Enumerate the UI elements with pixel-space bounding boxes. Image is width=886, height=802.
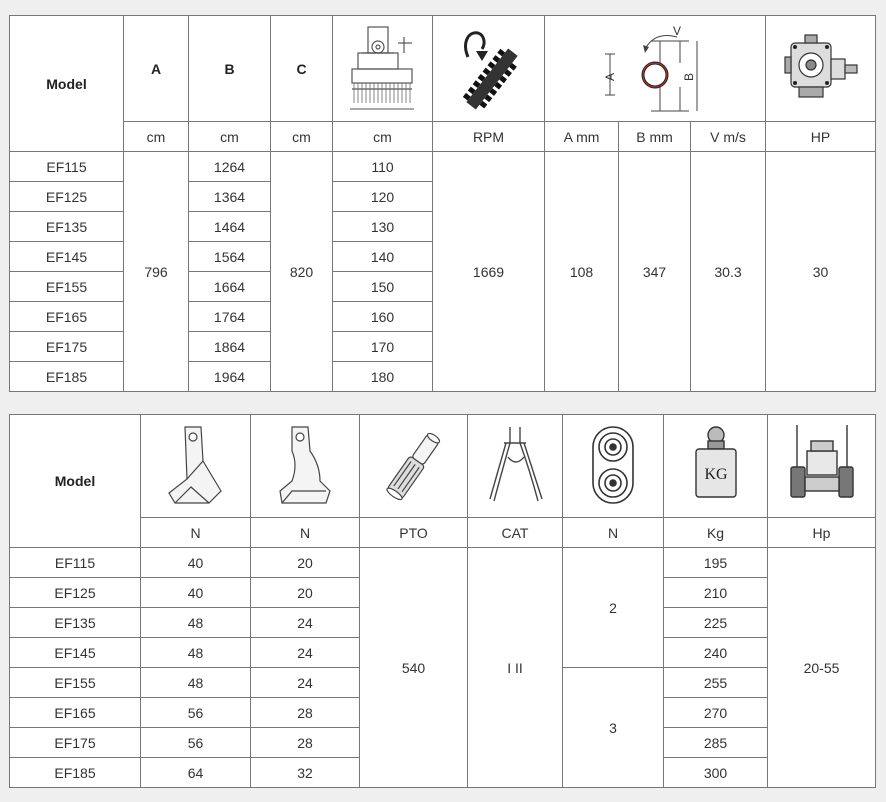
hitch-category-header bbox=[468, 415, 563, 518]
col-a-header: A bbox=[124, 16, 189, 122]
unit-cell: A mm bbox=[545, 122, 619, 152]
table-row bbox=[10, 152, 876, 182]
unit-cell: N bbox=[251, 518, 360, 548]
hammer-cell: 24 bbox=[251, 608, 360, 638]
hammer-blade-icon bbox=[270, 421, 340, 511]
weight-cell: 195 bbox=[664, 548, 768, 578]
model-cell: EF115 bbox=[10, 152, 124, 182]
b-mm-cell: 347 bbox=[619, 152, 691, 392]
model-cell: EF155 bbox=[10, 668, 141, 698]
hammer-cell: 24 bbox=[251, 668, 360, 698]
model-header: Model bbox=[10, 16, 124, 152]
hammer-cell: 28 bbox=[251, 728, 360, 758]
model-cell: EF175 bbox=[10, 332, 124, 362]
d-cell: 140 bbox=[333, 242, 433, 272]
belt-pulley-icon bbox=[583, 421, 643, 511]
weight-label: KG bbox=[703, 466, 728, 483]
hammer-cell: 24 bbox=[251, 638, 360, 668]
b-cell: 1764 bbox=[189, 302, 271, 332]
model-header: Model bbox=[10, 415, 141, 548]
b-cell: 1664 bbox=[189, 272, 271, 302]
unit-cell: Hp bbox=[768, 518, 876, 548]
hammer-cell: 28 bbox=[251, 698, 360, 728]
belt-count-header bbox=[563, 415, 664, 518]
model-cell: EF125 bbox=[10, 578, 141, 608]
rpm-cell: 1669 bbox=[433, 152, 545, 392]
hammer-cell: 20 bbox=[251, 548, 360, 578]
y-blade-cell: 48 bbox=[141, 668, 251, 698]
b-label: B bbox=[682, 72, 696, 81]
rotor-rotation-icon bbox=[454, 23, 524, 115]
y-blade-cell: 40 bbox=[141, 578, 251, 608]
dimensions-table bbox=[9, 15, 876, 392]
y-blade-cell: 48 bbox=[141, 638, 251, 668]
b-cell: 1864 bbox=[189, 332, 271, 362]
unit-cell: cm bbox=[124, 122, 189, 152]
hammer-cell: 20 bbox=[251, 578, 360, 608]
weight-header bbox=[664, 415, 768, 518]
table-row bbox=[10, 548, 876, 578]
d-cell: 150 bbox=[333, 272, 433, 302]
col-c-header: C bbox=[271, 16, 333, 122]
weight-cell: 240 bbox=[664, 638, 768, 668]
y-blade-cell: 40 bbox=[141, 548, 251, 578]
a-mm-cell: 108 bbox=[545, 152, 619, 392]
equipment-table bbox=[9, 414, 876, 788]
model-cell: EF125 bbox=[10, 182, 124, 212]
col-b-header: B bbox=[189, 16, 271, 122]
rotor-frame-header bbox=[333, 16, 433, 122]
unit-cell: N bbox=[563, 518, 664, 548]
hammer-cell: 32 bbox=[251, 758, 360, 788]
hp-cell: 30 bbox=[766, 152, 876, 392]
model-cell: EF145 bbox=[10, 242, 124, 272]
y-blade-cell: 56 bbox=[141, 728, 251, 758]
v-label: V bbox=[673, 23, 682, 38]
hammer-blade-header bbox=[251, 415, 360, 518]
b-cell: 1964 bbox=[189, 362, 271, 392]
model-cell: EF135 bbox=[10, 212, 124, 242]
hp-range-cell: 20-55 bbox=[768, 548, 876, 788]
d-cell: 180 bbox=[333, 362, 433, 392]
unit-cell: V m/s bbox=[691, 122, 766, 152]
a-cell: 796 bbox=[124, 152, 189, 392]
gearbox-icon bbox=[781, 31, 861, 107]
unit-cell: cm bbox=[189, 122, 271, 152]
unit-cell: B mm bbox=[619, 122, 691, 152]
unit-cell: HP bbox=[766, 122, 876, 152]
model-cell: EF185 bbox=[10, 758, 141, 788]
unit-cell: Kg bbox=[664, 518, 768, 548]
weight-cell: 285 bbox=[664, 728, 768, 758]
d-cell: 170 bbox=[333, 332, 433, 362]
b-cell: 1464 bbox=[189, 212, 271, 242]
unit-cell: N bbox=[141, 518, 251, 548]
c-cell: 820 bbox=[271, 152, 333, 392]
tractor-hp-header bbox=[768, 415, 876, 518]
pto-shaft-icon bbox=[374, 421, 454, 511]
weight-cell: 225 bbox=[664, 608, 768, 638]
weight-cell: 300 bbox=[664, 758, 768, 788]
rotor-diameter-diagram bbox=[595, 21, 715, 117]
y-blade-cell: 56 bbox=[141, 698, 251, 728]
b-cell: 1564 bbox=[189, 242, 271, 272]
rotor-diameter-header bbox=[545, 16, 766, 122]
gearbox-header bbox=[766, 16, 876, 122]
rotor-rpm-header bbox=[433, 16, 545, 122]
unit-cell: PTO bbox=[360, 518, 468, 548]
model-cell: EF145 bbox=[10, 638, 141, 668]
weight-icon bbox=[686, 421, 746, 511]
weight-cell: 270 bbox=[664, 698, 768, 728]
model-cell: EF115 bbox=[10, 548, 141, 578]
belts-cell: 2 bbox=[563, 548, 664, 668]
b-cell: 1264 bbox=[189, 152, 271, 182]
d-cell: 160 bbox=[333, 302, 433, 332]
unit-cell: cm bbox=[271, 122, 333, 152]
y-blade-header bbox=[141, 415, 251, 518]
belts-cell: 3 bbox=[563, 668, 664, 788]
weight-cell: 210 bbox=[664, 578, 768, 608]
model-cell: EF165 bbox=[10, 302, 124, 332]
model-cell: EF155 bbox=[10, 272, 124, 302]
unit-cell: cm bbox=[333, 122, 433, 152]
pto-shaft-header bbox=[360, 415, 468, 518]
d-cell: 130 bbox=[333, 212, 433, 242]
rotor-frame-icon bbox=[348, 23, 418, 115]
b-cell: 1364 bbox=[189, 182, 271, 212]
model-cell: EF135 bbox=[10, 608, 141, 638]
y-blade-cell: 64 bbox=[141, 758, 251, 788]
unit-cell: CAT bbox=[468, 518, 563, 548]
pto-cell: 540 bbox=[360, 548, 468, 788]
cat-cell: I II bbox=[468, 548, 563, 788]
hitch-frame-icon bbox=[480, 421, 550, 511]
model-cell: EF185 bbox=[10, 362, 124, 392]
v-ms-cell: 30.3 bbox=[691, 152, 766, 392]
model-cell: EF165 bbox=[10, 698, 141, 728]
y-blade-cell: 48 bbox=[141, 608, 251, 638]
y-blade-icon bbox=[161, 421, 231, 511]
a-label: A bbox=[603, 72, 617, 81]
unit-cell: RPM bbox=[433, 122, 545, 152]
model-cell: EF175 bbox=[10, 728, 141, 758]
weight-cell: 255 bbox=[664, 668, 768, 698]
d-cell: 110 bbox=[333, 152, 433, 182]
d-cell: 120 bbox=[333, 182, 433, 212]
tractor-icon bbox=[787, 421, 857, 511]
